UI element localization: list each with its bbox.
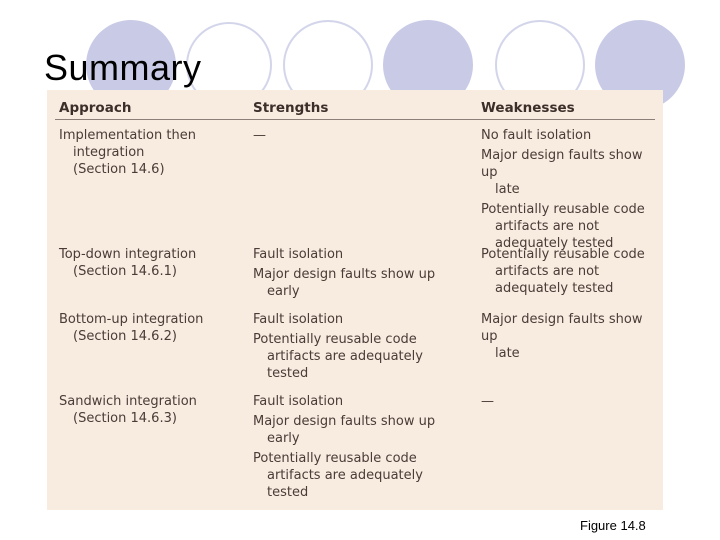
cell-line: (Section 14.6.1): [73, 264, 177, 279]
table-row-4-approach: [59, 393, 197, 427]
cell-line: adequately tested: [495, 236, 614, 251]
table-row-2-weaknesses: [481, 246, 645, 300]
cell-line: tested: [267, 366, 309, 381]
cell-line: early: [267, 431, 300, 446]
cell-line: Fault isolation: [253, 312, 344, 327]
cell-line: (Section 14.6): [73, 162, 165, 177]
cell-line: Implementation then: [59, 128, 196, 143]
column-header-approach: Approach: [59, 100, 132, 116]
cell-line: Major design faults show up: [253, 414, 436, 429]
cell-line: (Section 14.6.2): [73, 329, 177, 344]
table-row-3-approach: [59, 311, 203, 345]
cell-line: artifacts are adequately: [267, 468, 423, 483]
cell-line: Bottom-up integration: [59, 312, 204, 327]
table-row-4-strengths: [253, 393, 435, 504]
cell-line: Fault isolation: [253, 247, 344, 262]
cell-line: Potentially reusable code: [253, 332, 417, 347]
header-top-rule: [55, 119, 655, 120]
cell-line: tested: [267, 485, 309, 500]
cell-line: —: [253, 128, 266, 143]
cell-line: adequately tested: [495, 281, 614, 296]
column-header-weaknesses: Weaknesses: [481, 100, 575, 116]
cell-line: late: [495, 346, 520, 361]
cell-line: early: [267, 284, 300, 299]
cell-line: artifacts are not: [495, 219, 600, 234]
table-row-3-weaknesses: [481, 311, 663, 365]
page-title: Summary: [44, 47, 202, 88]
cell-line: Major design faults show up: [481, 148, 643, 180]
cell-line: (Section 14.6.3): [73, 411, 177, 426]
table-row-1-approach: [59, 127, 196, 178]
cell-line: —: [481, 394, 494, 409]
table-row-2-strengths: [253, 246, 435, 303]
cell-line: Potentially reusable code: [481, 202, 645, 217]
cell-line: Top-down integration: [59, 247, 197, 262]
cell-line: No fault isolation: [481, 128, 592, 143]
table-row-3-strengths: [253, 311, 423, 385]
table-row-4-weaknesses: [481, 393, 494, 413]
table-row-1-weaknesses: [481, 127, 663, 255]
figure-caption: Figure 14.8: [580, 518, 646, 533]
cell-line: Fault isolation: [253, 394, 344, 409]
cell-line: late: [495, 182, 520, 197]
cell-line: integration: [73, 145, 145, 160]
cell-line: artifacts are not: [495, 264, 600, 279]
cell-line: Potentially reusable code: [481, 247, 645, 262]
cell-line: Major design faults show up: [481, 312, 643, 344]
comparison-table: [47, 90, 663, 510]
table-row-2-approach: [59, 246, 196, 280]
cell-line: Sandwich integration: [59, 394, 197, 409]
cell-line: Major design faults show up: [253, 267, 436, 282]
table-row-1-strengths: [253, 127, 266, 147]
cell-line: Potentially reusable code: [253, 451, 417, 466]
cell-line: artifacts are adequately: [267, 349, 423, 364]
column-header-strengths: Strengths: [253, 100, 329, 116]
